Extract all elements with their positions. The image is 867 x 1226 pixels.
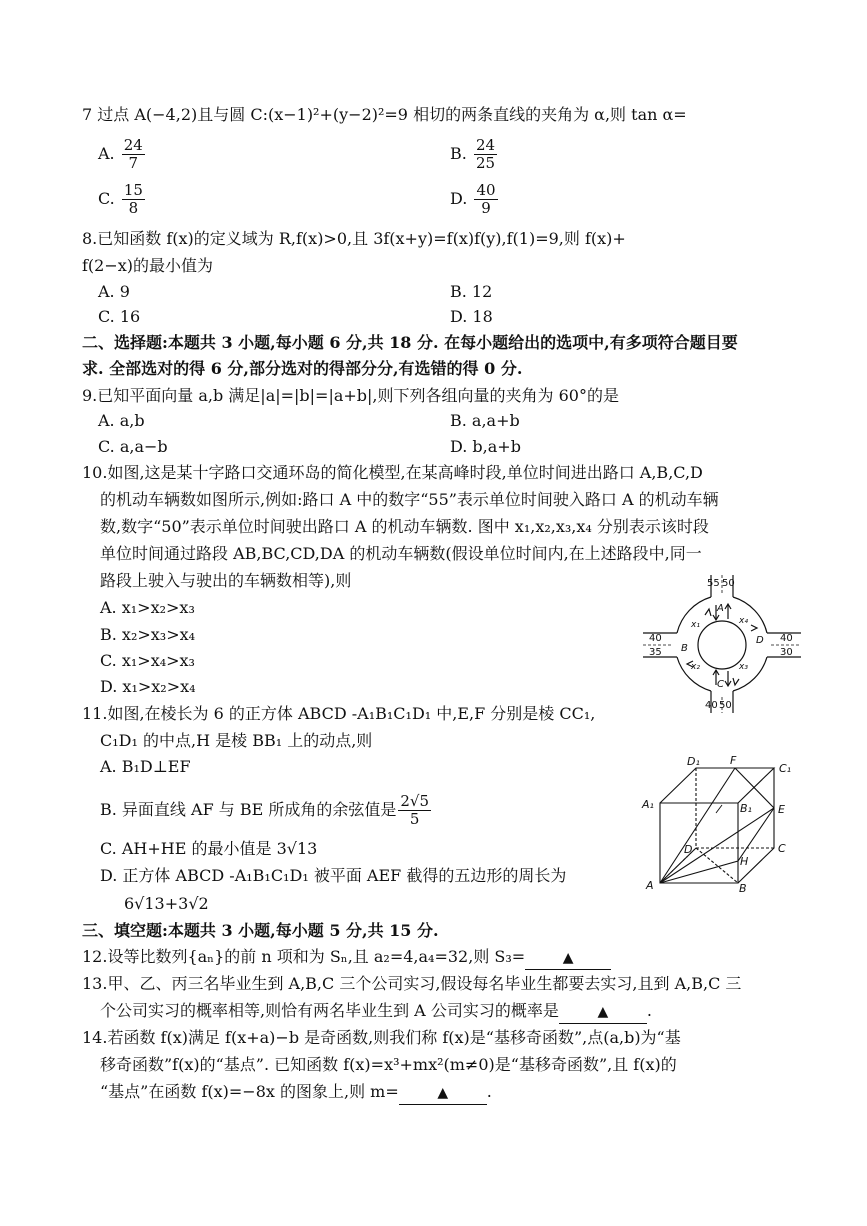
q11-b-fraction bbox=[398, 793, 431, 828]
q13-line-2 bbox=[100, 1000, 652, 1024]
q7-option-d bbox=[450, 182, 500, 217]
q7-b-fraction bbox=[474, 137, 497, 172]
road-b-in-label: 40 bbox=[649, 633, 662, 644]
q7-b-label: B. bbox=[450, 144, 467, 163]
q7-b-den: 25 bbox=[475, 154, 496, 172]
road-c-label: C bbox=[717, 679, 724, 690]
q7-b-num: 24 bbox=[475, 136, 496, 154]
q7-option-b bbox=[450, 137, 499, 172]
q13-stem-1: 13.甲、乙、丙三名毕业生到 A,B,C 三个公司实习,假设每名毕业生都要去实习,且到 A,B,C 三 bbox=[82, 974, 742, 993]
q11-stem-1: 11.如图,在棱长为 6 的正方体 ABCD -A₁B₁C₁D₁ 中,E,F 分别是棱 CC₁, bbox=[82, 704, 596, 723]
q11-b-num: 2√5 bbox=[400, 792, 430, 810]
q10-option-a: A. x₁>x₂>x₃ bbox=[100, 598, 195, 617]
q8-stem-2: f(2−x)的最小值为 bbox=[82, 256, 214, 275]
segment-x2-label: x₂ bbox=[691, 662, 700, 672]
q7-d-label: D. bbox=[450, 189, 468, 208]
vertex-b-label: B bbox=[739, 882, 747, 893]
road-b-out-label: 35 bbox=[649, 647, 662, 658]
vertex-c1-label: C₁ bbox=[779, 762, 792, 775]
triangle-marker-icon: ▲ bbox=[562, 950, 574, 966]
q9-option-c: C. a,a−b bbox=[98, 437, 168, 456]
q10-stem-2: 的机动车辆数如图所示,例如:路口 A 中的数字“55”表示单位时间驶入路口 A 的机动车辆 bbox=[100, 490, 719, 509]
road-c-in-label: 40 bbox=[705, 700, 718, 711]
vertex-c-label: C bbox=[778, 842, 786, 855]
q14-stem-1: 14.若函数 f(x)满足 f(x+a)−b 是奇函数,则我们称 f(x)是“基移奇函数”,点(a,b)为“基 bbox=[82, 1028, 681, 1047]
triangle-marker-icon: ▲ bbox=[597, 1004, 609, 1020]
q7-d-den: 9 bbox=[481, 199, 491, 217]
q9-option-d: D. b,a+b bbox=[450, 437, 521, 456]
q7-stem: 7 过点 A(−4,2)且与圆 C:(x−1)²+(y−2)²=9 相切的两条直线的夹角为 α,则 tan α= bbox=[82, 105, 687, 124]
section2-heading-1: 二、选择题:本题共 3 小题,每小题 6 分,共 18 分. 在每小题给出的选项中,有多项符合题目要 bbox=[82, 333, 738, 352]
q7-d-fraction bbox=[474, 182, 497, 217]
q11-option-a: A. B₁D⊥EF bbox=[100, 757, 191, 776]
q11-option-d-2: 6√13+3√2 bbox=[124, 894, 209, 913]
roundabout-figure bbox=[643, 575, 801, 713]
q10-option-c: C. x₁>x₄>x₃ bbox=[100, 651, 195, 670]
q7-a-num: 24 bbox=[123, 136, 143, 154]
q8-option-a: A. 9 bbox=[98, 282, 130, 301]
q7-a-den: 7 bbox=[128, 154, 139, 172]
segment-x4-label: x₄ bbox=[739, 616, 748, 626]
road-d-out-label: 30 bbox=[780, 647, 793, 658]
q12-answer-blank[interactable] bbox=[525, 946, 611, 970]
section3-heading: 三、填空题:本题共 3 小题,每小题 5 分,共 15 分. bbox=[82, 921, 439, 940]
vertex-d1-label: D₁ bbox=[687, 755, 700, 768]
q11-stem-2: C₁D₁ 的中点,H 是棱 BB₁ 上的动点,则 bbox=[100, 731, 373, 750]
vertex-b1-label: B₁ bbox=[740, 802, 752, 815]
q13-stem-2: 个公司实习的概率相等,则恰有两名毕业生到 A 公司实习的概率是 bbox=[100, 1001, 559, 1020]
q10-stem-1: 10.如图,这是某十字路口交通环岛的简化模型,在某高峰时段,单位时间进出路口 A,B,C,D bbox=[82, 463, 703, 482]
q11-b-den: 5 bbox=[409, 810, 420, 828]
point-f-label: F bbox=[730, 754, 737, 767]
q9-option-b: B. a,a+b bbox=[450, 411, 520, 430]
q14-line-3 bbox=[100, 1081, 492, 1105]
point-h-label: H bbox=[740, 855, 749, 868]
q11-option-d-1: D. 正方体 ABCD -A₁B₁C₁D₁ 被平面 AEF 截得的五边形的周长为 bbox=[100, 866, 567, 885]
q14-answer-blank[interactable] bbox=[399, 1081, 487, 1105]
q14-stem-2: 移奇函数”f(x)的“基点”. 已知函数 f(x)=x³+mx²(m≠0)是“基移奇函数”,且 f(x)的 bbox=[100, 1055, 677, 1074]
section2-heading-2: 求. 全部选对的得 6 分,部分选对的得部分分,有选错的得 0 分. bbox=[82, 359, 523, 378]
vertex-a-label: A bbox=[646, 879, 654, 892]
triangle-marker-icon: ▲ bbox=[437, 1085, 449, 1101]
segment-x3-label: x₃ bbox=[739, 662, 748, 672]
vertex-d-label: D bbox=[684, 843, 693, 856]
q7-c-label: C. bbox=[98, 189, 115, 208]
segment-x1-label: x₁ bbox=[691, 620, 700, 630]
q7-c-num: 15 bbox=[123, 181, 143, 199]
q7-a-label: A. bbox=[98, 144, 115, 163]
q10-option-d: D. x₁>x₂>x₄ bbox=[100, 677, 196, 696]
q9-option-a: A. a,b bbox=[98, 411, 145, 430]
q8-stem-1: 8.已知函数 f(x)的定义域为 R,f(x)>0,且 3f(x+y)=f(x)f(y),f(1)=9,则 f(x)+ bbox=[82, 229, 626, 248]
q8-option-c: C. 16 bbox=[98, 307, 141, 326]
q10-stem-4: 单位时间通过路段 AB,BC,CD,DA 的机动车辆数(假设单位时间内,在上述路段中,同一 bbox=[100, 544, 702, 563]
road-b-label: B bbox=[681, 643, 688, 654]
point-e-label: E bbox=[778, 803, 785, 816]
q11-option-b bbox=[100, 793, 433, 828]
q12-line bbox=[82, 946, 611, 970]
road-a-in-label: 55 bbox=[707, 578, 720, 589]
road-a-out-label: 50 bbox=[722, 578, 735, 589]
vertex-a1-label: A₁ bbox=[642, 798, 654, 811]
q7-option-a bbox=[98, 137, 147, 172]
q11-option-c: C. AH+HE 的最小值是 3√13 bbox=[100, 839, 318, 858]
q9-stem: 9.已知平面向量 a,b 满足|a|=|b|=|a+b|,则下列各组向量的夹角为 60°的是 bbox=[82, 386, 619, 405]
q7-d-num: 40 bbox=[476, 181, 496, 199]
q10-stem-3: 数,数字“50”表示单位时间驶出路口 A 的机动车辆数. 图中 x₁,x₂,x₃,x₄ 分别表示该时段 bbox=[100, 517, 709, 536]
cube-figure bbox=[638, 753, 800, 893]
q14-period: . bbox=[486, 1082, 492, 1101]
q13-answer-blank[interactable] bbox=[559, 1000, 647, 1024]
q8-option-b: B. 12 bbox=[450, 282, 493, 301]
q12-stem: 12.设等比数列{aₙ}的前 n 项和为 Sₙ,且 a₂=4,a₄=32,则 S₃= bbox=[82, 947, 526, 966]
q8-option-d: D. 18 bbox=[450, 307, 493, 326]
q7-c-fraction bbox=[122, 182, 145, 217]
road-c-out-label: 50 bbox=[719, 700, 732, 711]
q10-option-b: B. x₂>x₃>x₄ bbox=[100, 625, 196, 644]
q14-stem-3: “基点”在函数 f(x)=−8x 的图象上,则 m= bbox=[100, 1082, 399, 1101]
road-d-label: D bbox=[756, 635, 764, 646]
q10-stem-5: 路段上驶入与驶出的车辆数相等),则 bbox=[100, 571, 352, 590]
q7-c-den: 8 bbox=[128, 199, 139, 217]
q7-option-c bbox=[98, 182, 147, 217]
q7-a-fraction bbox=[122, 137, 145, 172]
road-d-in-label: 40 bbox=[780, 633, 793, 644]
q13-period: . bbox=[646, 1001, 652, 1020]
q11-b-text: B. 异面直线 AF 与 BE 所成角的余弦值是 bbox=[100, 800, 397, 819]
road-a-label: A bbox=[717, 603, 724, 614]
